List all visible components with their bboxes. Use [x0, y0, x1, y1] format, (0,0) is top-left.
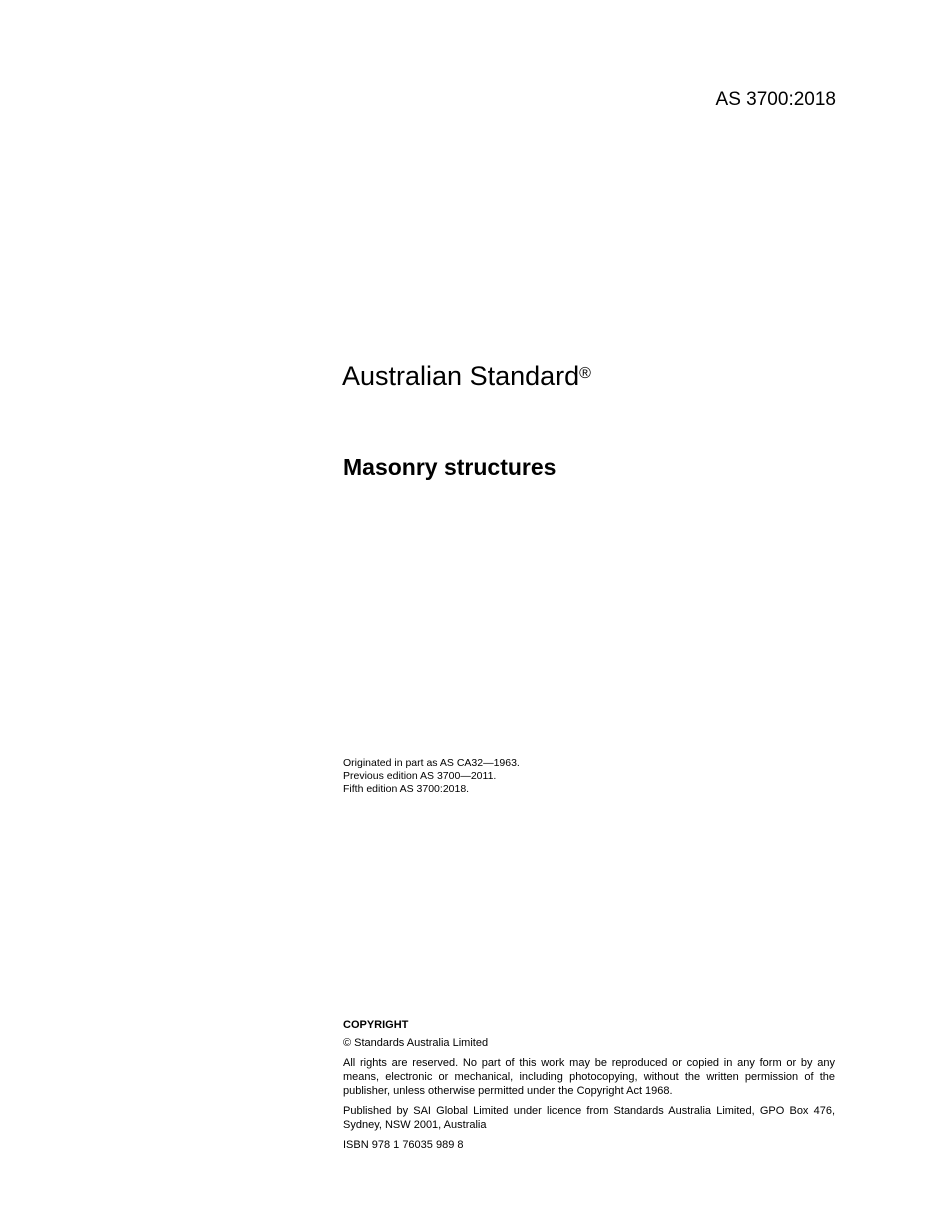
history-line-current: Fifth edition AS 3700:2018.	[343, 783, 470, 795]
document-number: AS 3700:2018	[715, 89, 836, 110]
copyright-block	[343, 1018, 835, 1158]
history-line-previous: Previous edition AS 3700—2011.	[343, 770, 497, 782]
registered-mark: ®	[579, 365, 591, 382]
edition-history	[343, 757, 520, 796]
copyright-owner: © Standards Australia Limited	[343, 1037, 489, 1049]
copyright-heading: COPYRIGHT	[343, 1019, 409, 1031]
rights-statement: All rights are reserved. No part of this work may be reproduced or copied in any form or by any means, electronic or mechanical, including photocopying, without the written permission of the publisher, unless otherwise permitted under the Copyright Act 1968.	[343, 1057, 835, 1097]
history-line-origin: Originated in part as AS CA32—1963.	[343, 757, 520, 769]
standard-label	[342, 360, 591, 392]
standard-label-text: Australian Standard	[342, 361, 580, 391]
publisher-statement: Published by SAI Global Limited under licence from Standards Australia Limited, GPO Box 476, Sydney, NSW 2001, Australia	[343, 1105, 835, 1131]
isbn: ISBN 978 1 76035 989 8	[343, 1139, 464, 1151]
document-title: Masonry structures	[343, 454, 557, 480]
